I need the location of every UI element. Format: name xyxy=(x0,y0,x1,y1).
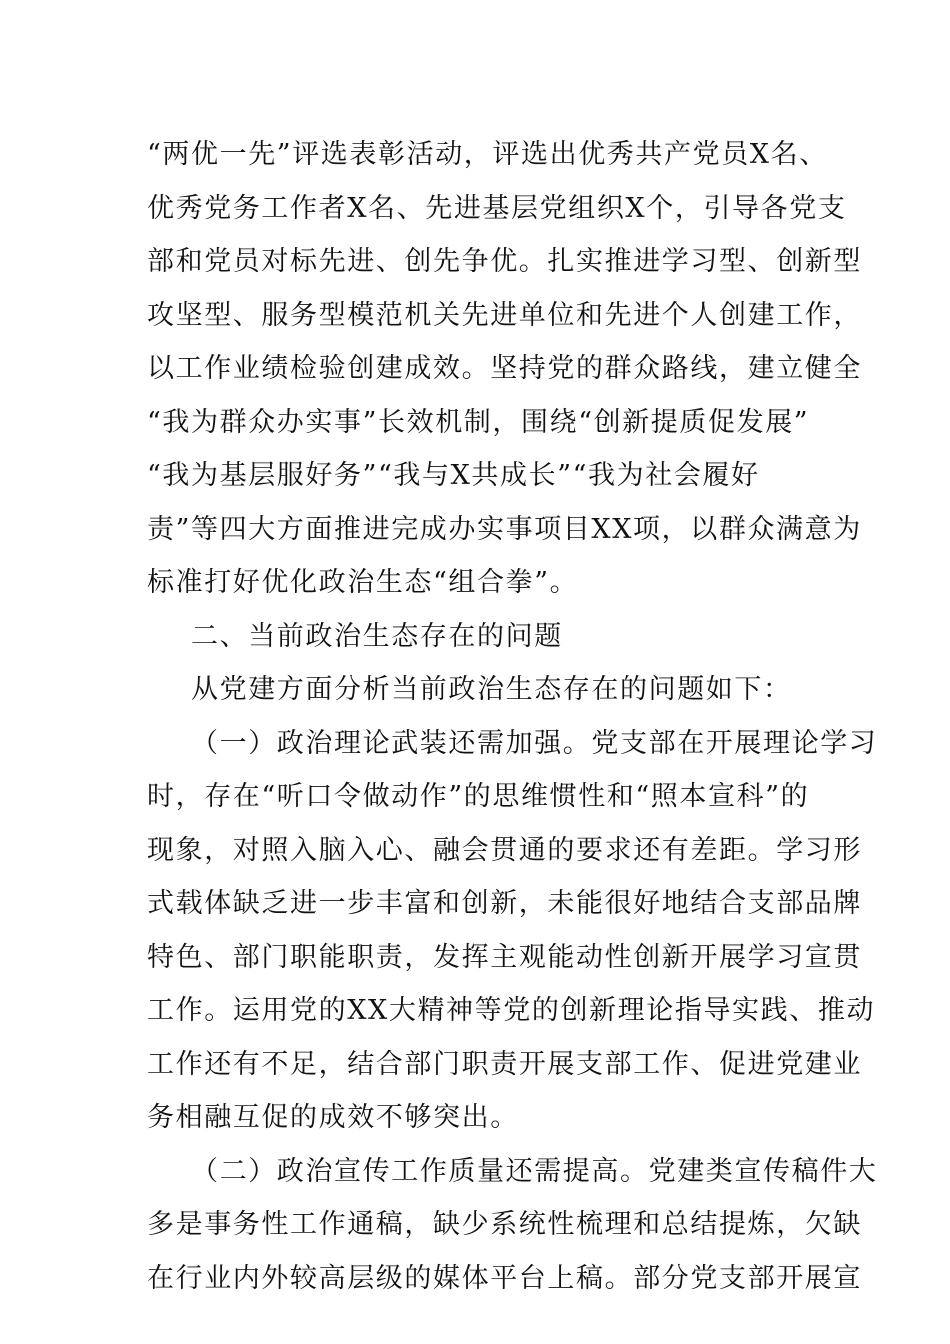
body-line: 优秀党务工作者X名、先进基层党组织X个，引导各党支 xyxy=(147,192,847,224)
body-line: “我为基层服好务”“我与X共成长”“我为社会履好 xyxy=(147,460,760,491)
body-line: 现象，对照入脑入心、融会贯通的要求还有差距。学习形 xyxy=(147,834,862,866)
body-line: 工作还有不足，结合部门职责开展支部工作、促进党建业 xyxy=(147,1048,862,1080)
subsection-first-line: （一）政治理论武装还需加强。党支部在开展理论学习 xyxy=(191,727,878,759)
body-line: “两优一先”评选表彰活动，评选出优秀共产党员X名、 xyxy=(147,139,828,170)
document-body xyxy=(147,128,878,1305)
section-heading: 二、当前政治生态存在的问题 xyxy=(191,620,563,652)
body-line: 标准打好优化政治生态“组合拳”。 xyxy=(147,567,579,598)
body-line: 多是事务性工作通稿，缺少系统性梳理和总结提炼，欠缺 xyxy=(147,1209,862,1240)
body-line: 责”等四大方面推进完成办实事项目XX项，以群众满意为 xyxy=(147,513,862,545)
body-line: 在行业内外较高层级的媒体平台上稿。部分党支部开展宣 xyxy=(147,1262,862,1294)
body-line: 攻坚型、服务型模范机关先进单位和先进个人创建工作， xyxy=(147,299,862,331)
body-line: 工作。运用党的XX大精神等党的创新理论指导实践、推动 xyxy=(147,995,876,1026)
body-line: 务相融互促的成效不够突出。 xyxy=(147,1102,519,1133)
body-line: 特色、部门职能职责，发挥主观能动性创新开展学习宣贯 xyxy=(147,941,862,973)
paragraph-first-line: 从党建方面分析当前政治生态存在的问题如下： xyxy=(191,674,792,705)
body-line: 时，存在“听口令做动作”的思维惯性和“照本宣科”的 xyxy=(147,781,810,812)
body-line: 以工作业绩检验创建成效。坚持党的群众路线，建立健全 xyxy=(147,353,862,384)
body-line: 式载体缺乏进一步丰富和创新，未能很好地结合支部品牌 xyxy=(147,888,862,919)
subsection-first-line: （二）政治宣传工作质量还需提高。党建类宣传稿件大 xyxy=(191,1155,878,1187)
body-line: “我为群众办实事”长效机制，围绕“创新提质促发展” xyxy=(147,406,810,438)
body-line: 部和党员对标先进、创先争优。扎实推进学习型、创新型 xyxy=(147,246,862,277)
